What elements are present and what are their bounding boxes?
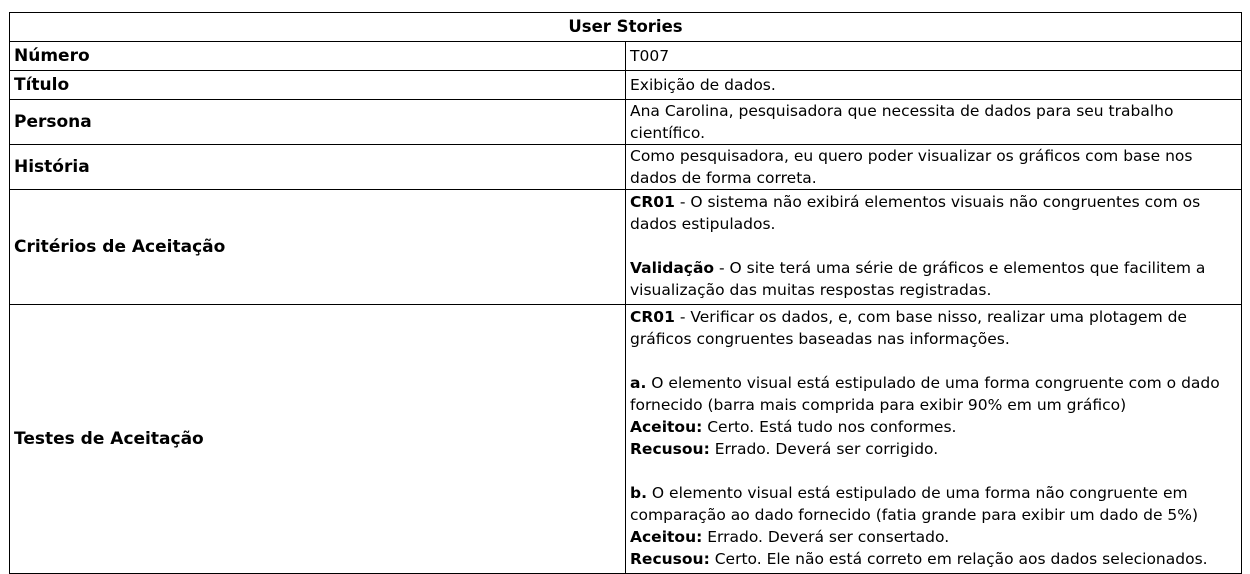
tests-b-text: O elemento visual está estipulado de uma forma não congruente em comparação ao dado fornecido (fatia grande para exibir um dado de 5%): [630, 484, 1199, 524]
value-titulo: Exibição de dados.: [626, 71, 1242, 100]
spacer: [630, 235, 1237, 257]
value-criterios: [626, 190, 1242, 305]
spacer: [630, 350, 1237, 372]
label-numero: Número: [10, 42, 626, 71]
tests-a-recusou-text: Errado. Deverá ser corrigido.: [709, 440, 939, 458]
tests-a-key: a.: [630, 374, 647, 392]
tests-b-aceitou-text: Errado. Deverá ser consertado.: [702, 528, 950, 546]
tests-a-recusou-key: Recusou:: [630, 440, 710, 458]
criteria-validacao-text: - O site terá uma série de gráficos e elementos que facilitem a visualização das muitas respostas registradas.: [630, 259, 1206, 299]
tests-a-recusou: [630, 438, 1237, 460]
tests-b-recusou-text: Certo. Ele não está correto em relação aos dados selecionados.: [709, 550, 1208, 568]
value-numero: T007: [626, 42, 1242, 71]
tests-b-aceitou: [630, 526, 1237, 548]
label-testes: Testes de Aceitação: [10, 305, 626, 574]
tests-b-recusou: [630, 548, 1237, 570]
row-criterios: [10, 190, 1242, 305]
tests-a-aceitou-key: Aceitou:: [630, 418, 703, 436]
criteria-cr01: [630, 191, 1237, 235]
value-persona: Ana Carolina, pesquisadora que necessita de dados para seu trabalho científico.: [626, 100, 1242, 145]
tests-cr01-text: - Verificar os dados, e, com base nisso, realizar uma plotagem de gráficos congruentes baseadas nas informações.: [630, 308, 1187, 348]
row-testes: [10, 305, 1242, 574]
row-numero: [10, 42, 1242, 71]
title-row: [10, 13, 1242, 42]
label-titulo: Título: [10, 71, 626, 100]
tests-a-aceitou: [630, 416, 1237, 438]
tests-cr01: [630, 306, 1237, 350]
user-story-document: [9, 12, 1242, 574]
tests-b-key: b.: [630, 484, 647, 502]
criteria-cr01-text: - O sistema não exibirá elementos visuais não congruentes com os dados estipulados.: [630, 193, 1201, 233]
criteria-cr01-key: CR01: [630, 193, 675, 211]
value-testes: [626, 305, 1242, 574]
criteria-validacao-key: Validação: [630, 259, 715, 277]
tests-a-text: O elemento visual está estipulado de uma forma congruente com o dado fornecido (barra mais comprida para exibir 90% em um gráfico): [630, 374, 1220, 414]
tests-b: [630, 482, 1237, 526]
spacer: [630, 460, 1237, 482]
user-story-table: [9, 12, 1242, 574]
value-historia: Como pesquisadora, eu quero poder visualizar os gráficos com base nos dados de forma correta.: [626, 145, 1242, 190]
criteria-validacao: [630, 257, 1237, 301]
tests-a: [630, 372, 1237, 416]
table-title: User Stories: [10, 13, 1242, 42]
tests-cr01-key: CR01: [630, 308, 675, 326]
row-titulo: [10, 71, 1242, 100]
label-criterios: Critérios de Aceitação: [10, 190, 626, 305]
row-historia: [10, 145, 1242, 190]
label-historia: História: [10, 145, 626, 190]
row-persona: [10, 100, 1242, 145]
tests-b-recusou-key: Recusou:: [630, 550, 710, 568]
label-persona: Persona: [10, 100, 626, 145]
tests-b-aceitou-key: Aceitou:: [630, 528, 703, 546]
tests-a-aceitou-text: Certo. Está tudo nos conformes.: [702, 418, 957, 436]
